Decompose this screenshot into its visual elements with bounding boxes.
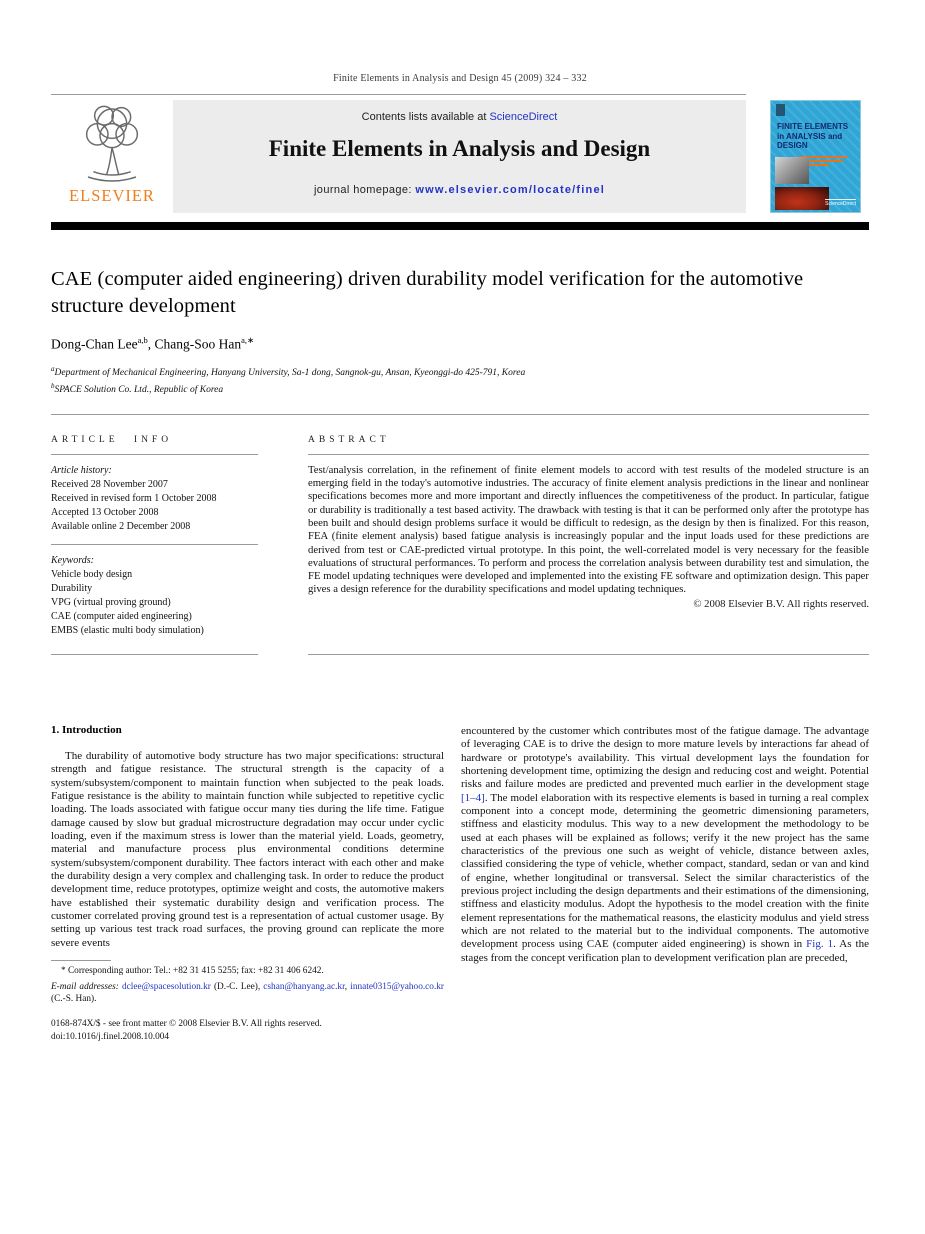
history-item: Available online 2 December 2008: [51, 520, 191, 532]
email-link-innate[interactable]: innate0315@yahoo.co.kr: [350, 982, 445, 993]
email-attrib: (C.-S. Han).: [51, 994, 97, 1005]
imprint-block: [51, 1018, 444, 1044]
authors-line: [51, 335, 869, 353]
spacer: [444, 724, 461, 1044]
email-attrib: (D.-C. Lee),: [210, 982, 264, 993]
reference-link-1-4[interactable]: [1–4]: [461, 791, 485, 804]
author-2: Chang-Soo Han: [154, 336, 242, 352]
author-1-affiliation-marks: a,b: [137, 335, 148, 345]
email-link-cshan[interactable]: cshan@hanyang.ac.kr: [263, 982, 345, 993]
doi-line: doi:10.1016/j.finel.2008.10.004: [51, 1031, 170, 1042]
intro-paragraph-right: [461, 725, 869, 965]
right-column: [461, 724, 869, 1044]
sciencedirect-link[interactable]: ScienceDirect: [489, 111, 558, 123]
journal-banner: [173, 100, 746, 213]
affiliation-b-mark: b: [51, 381, 55, 390]
cover-title-line2: in ANALYSIS and: [777, 131, 843, 141]
footnote-divider: [51, 960, 111, 961]
email-addresses-label: E-mail addresses:: [51, 982, 122, 993]
keyword-item: VPG (virtual proving ground): [51, 596, 171, 608]
divider: [51, 544, 258, 545]
footnote-contact-line: * Corresponding author: Tel.: +82 31 415 5255; fax: +82 31 406 6242.: [61, 965, 324, 976]
journal-homepage-link[interactable]: www.elsevier.com/locate/finel: [415, 184, 606, 196]
keywords: [51, 554, 258, 638]
keyword-item: Durability: [51, 582, 93, 594]
homepage-line: [314, 184, 605, 196]
article-history: [51, 464, 258, 534]
affiliation-a: [51, 363, 869, 380]
figure-1-link[interactable]: Fig. 1: [806, 938, 834, 951]
keyword-item: CAE (computer aided engineering): [51, 610, 192, 622]
abstract-column: [308, 435, 869, 655]
cover-title-line1: FINITE ELEMENTS: [777, 122, 849, 131]
history-item: Received in revised form 1 October 2008: [51, 492, 217, 504]
article-body: [51, 724, 869, 1044]
footnote-emails-line: [51, 981, 444, 1005]
email-separator: ,: [344, 982, 351, 993]
abstract-heading: ABSTRACT: [308, 434, 390, 445]
elsevier-wordmark: ELSEVIER: [69, 186, 155, 205]
article-history-label: Article history:: [51, 464, 112, 476]
cover-mesh-image: [775, 157, 809, 184]
affiliation-b: [51, 380, 869, 397]
author-1: Dong-Chan Lee: [51, 336, 138, 352]
spacer: [746, 100, 770, 213]
cover-render-image: [775, 187, 829, 210]
issn-copyright-line: 0168-874X/$ - see front matter © 2008 Elsevier B.V. All rights reserved.: [51, 1018, 322, 1029]
contents-prefix: Contents lists available at: [361, 111, 490, 123]
history-item: Received 28 November 2007: [51, 478, 168, 490]
email-link-dclee[interactable]: dclee@spacesolution.kr: [121, 982, 211, 993]
contents-line: [362, 111, 558, 123]
article-info-column: [51, 435, 258, 655]
header-divider: [51, 94, 746, 95]
history-item: Accepted 13 October 2008: [51, 506, 159, 518]
keywords-label: Keywords:: [51, 554, 94, 566]
divider: [308, 654, 869, 655]
abstract-text: Test/analysis correlation, in the refinement of finite element models to accord with test results of the modeled structure is an emerging field in the today's automotive industries. The accuracy of finite element analysis predictions in the linear and nonlinear specifications becomes more and more important and directly influences the competitiveness of the product. In particular, fatigue or durability is traditionally a test based activity. The drawback with testing is that it can be performed only after the prototype has been built and should design problems surface it would be difficult to redesign, as the design by then is finalized. For this reason, FEA (finite element analysis) based fatigue analysis is increasingly popular and the input loads used for these predictions are derived from test or CAE-predicted virtual prototype. In this point, the well-correlated model is very necessary for the feasible evaluations of structural performances. To perform and process the correlation analysis between durability test and simulation, the FE model updating techniques were developed and implemented into the existing FE software and optimization design. This paper gives a design reference for the durability specifications and model updating techniques.: [308, 463, 869, 596]
cover-publisher-mark: [776, 104, 785, 116]
affiliation-a-text: Department of Mechanical Engineering, Hanyang University, Sa-1 dong, Sangnok-gu, Ansan, Kyeonggi-do 425-791, Korea: [54, 367, 526, 378]
divider: [51, 654, 258, 655]
spacer: [258, 435, 308, 655]
cover-title-line3: DESIGN: [777, 141, 808, 150]
intro-paragraph-left: The durability of automotive body structure has two major specifications: structural strength and fatigue resistance. The structural strength is the capacity of a system/subsystem/component to maintain function when subjected to the peak loads. Fatigue resistance is the ability to maintain function while subjected to repetitive cyclic loading. The loads associated with fatigue occur many ties during the life time. Fatigue damage caused by slow but gradual microstructure degradation may occur under cyclic loading, even if the maximum stress is lower than the material yield. Loads, geometry, material and manufacture process plus environmental conditions determine system/subsystem/component durability. Thee factors interact with each other and make the durability design a very complex and challenging task. In order to reduce the product development time, reduce prototypes, optimize weight and costs, the automotive makers have established their systematic durability design and verification process. The customer correlated proving ground test is a representation of actual customer usage. By setting up various test track road surfaces, the proving ground can replicate the more severe events: [51, 749, 444, 949]
journal-cover-thumbnail: [770, 100, 861, 213]
black-rule: [51, 222, 869, 230]
divider: [51, 454, 258, 455]
cover-title: [777, 122, 848, 151]
affiliation-b-text: SPACE Solution Co. Ltd., Republic of Korea: [54, 384, 224, 395]
article-title: CAE (computer aided engineering) driven durability model verification for the automotive structure development: [51, 268, 804, 317]
homepage-prefix: journal homepage:: [313, 184, 416, 196]
keyword-item: Vehicle body design: [51, 568, 133, 580]
author-2-affiliation-marks: a,∗: [241, 335, 255, 345]
divider: [308, 454, 869, 455]
author-separator: ,: [147, 336, 155, 352]
section-heading-introduction: 1. Introduction: [51, 723, 122, 736]
intro-right-text-3: . As the stages from the concept verification plan to development verification plan are preceded,: [461, 938, 869, 964]
left-column: [51, 724, 444, 1044]
article-info-abstract-block: [51, 415, 869, 655]
affiliation-a-mark: a: [51, 364, 55, 373]
copyright-line: © 2008 Elsevier B.V. All rights reserved.: [693, 597, 869, 610]
article-info-heading: ARTICLE INFO: [51, 434, 173, 445]
intro-right-text-2: . The model elaboration with its respective elements is based in turning a real complex component into a concept mode, determining the geometric dimensioning parameters, stiffness and elasticity modulus. This way to a new development the methodology to be used at each phases will be explained as follows; verify it the new project has the same characteristics of the previous one such as weight of vehicle, distance between axles, classified considering the type of vehicle, whether compact, standard, sedan or van and kind of engine, whether longitudinal or transversal. Select the similar characteristics of the previous project including the design departments and their estimations of the dimensioning, stiffness and elasticity modulus. Adopt the hypothesis to the model creation with the finite element representations for the mathematical reasons, the elasticity modulus and yield stress which are not related to the material but to the individual components. The automotive development process using CAE (computer aided engineering) is shown in: [461, 791, 869, 951]
elsevier-logo: [51, 100, 173, 213]
affiliations: [51, 363, 869, 397]
cover-sciencedirect-logo: ScienceDirect: [825, 201, 856, 207]
intro-right-text-1: encountered by the customer which contributes most of the fatigue damage. The advantage of leveraging CAE is to drive the design to more mature levels by interactions far ahead of hardware or prototype's availability. This virtual development lays the foundation for shortening development time, optimizing the design and reducing cost and weight. Potential risks and failure modes are predicted and prevented much earlier in the development stage: [461, 724, 869, 791]
page-citation: Finite Elements in Analysis and Design 45 (2009) 324 – 332: [333, 73, 587, 84]
corresponding-author-footnote: [51, 960, 444, 1006]
keyword-item: EMBS (elastic multi body simulation): [51, 624, 204, 636]
elsevier-tree-icon: [72, 102, 152, 188]
journal-header: [51, 100, 869, 213]
journal-title: Finite Elements in Analysis and Design: [268, 136, 651, 161]
